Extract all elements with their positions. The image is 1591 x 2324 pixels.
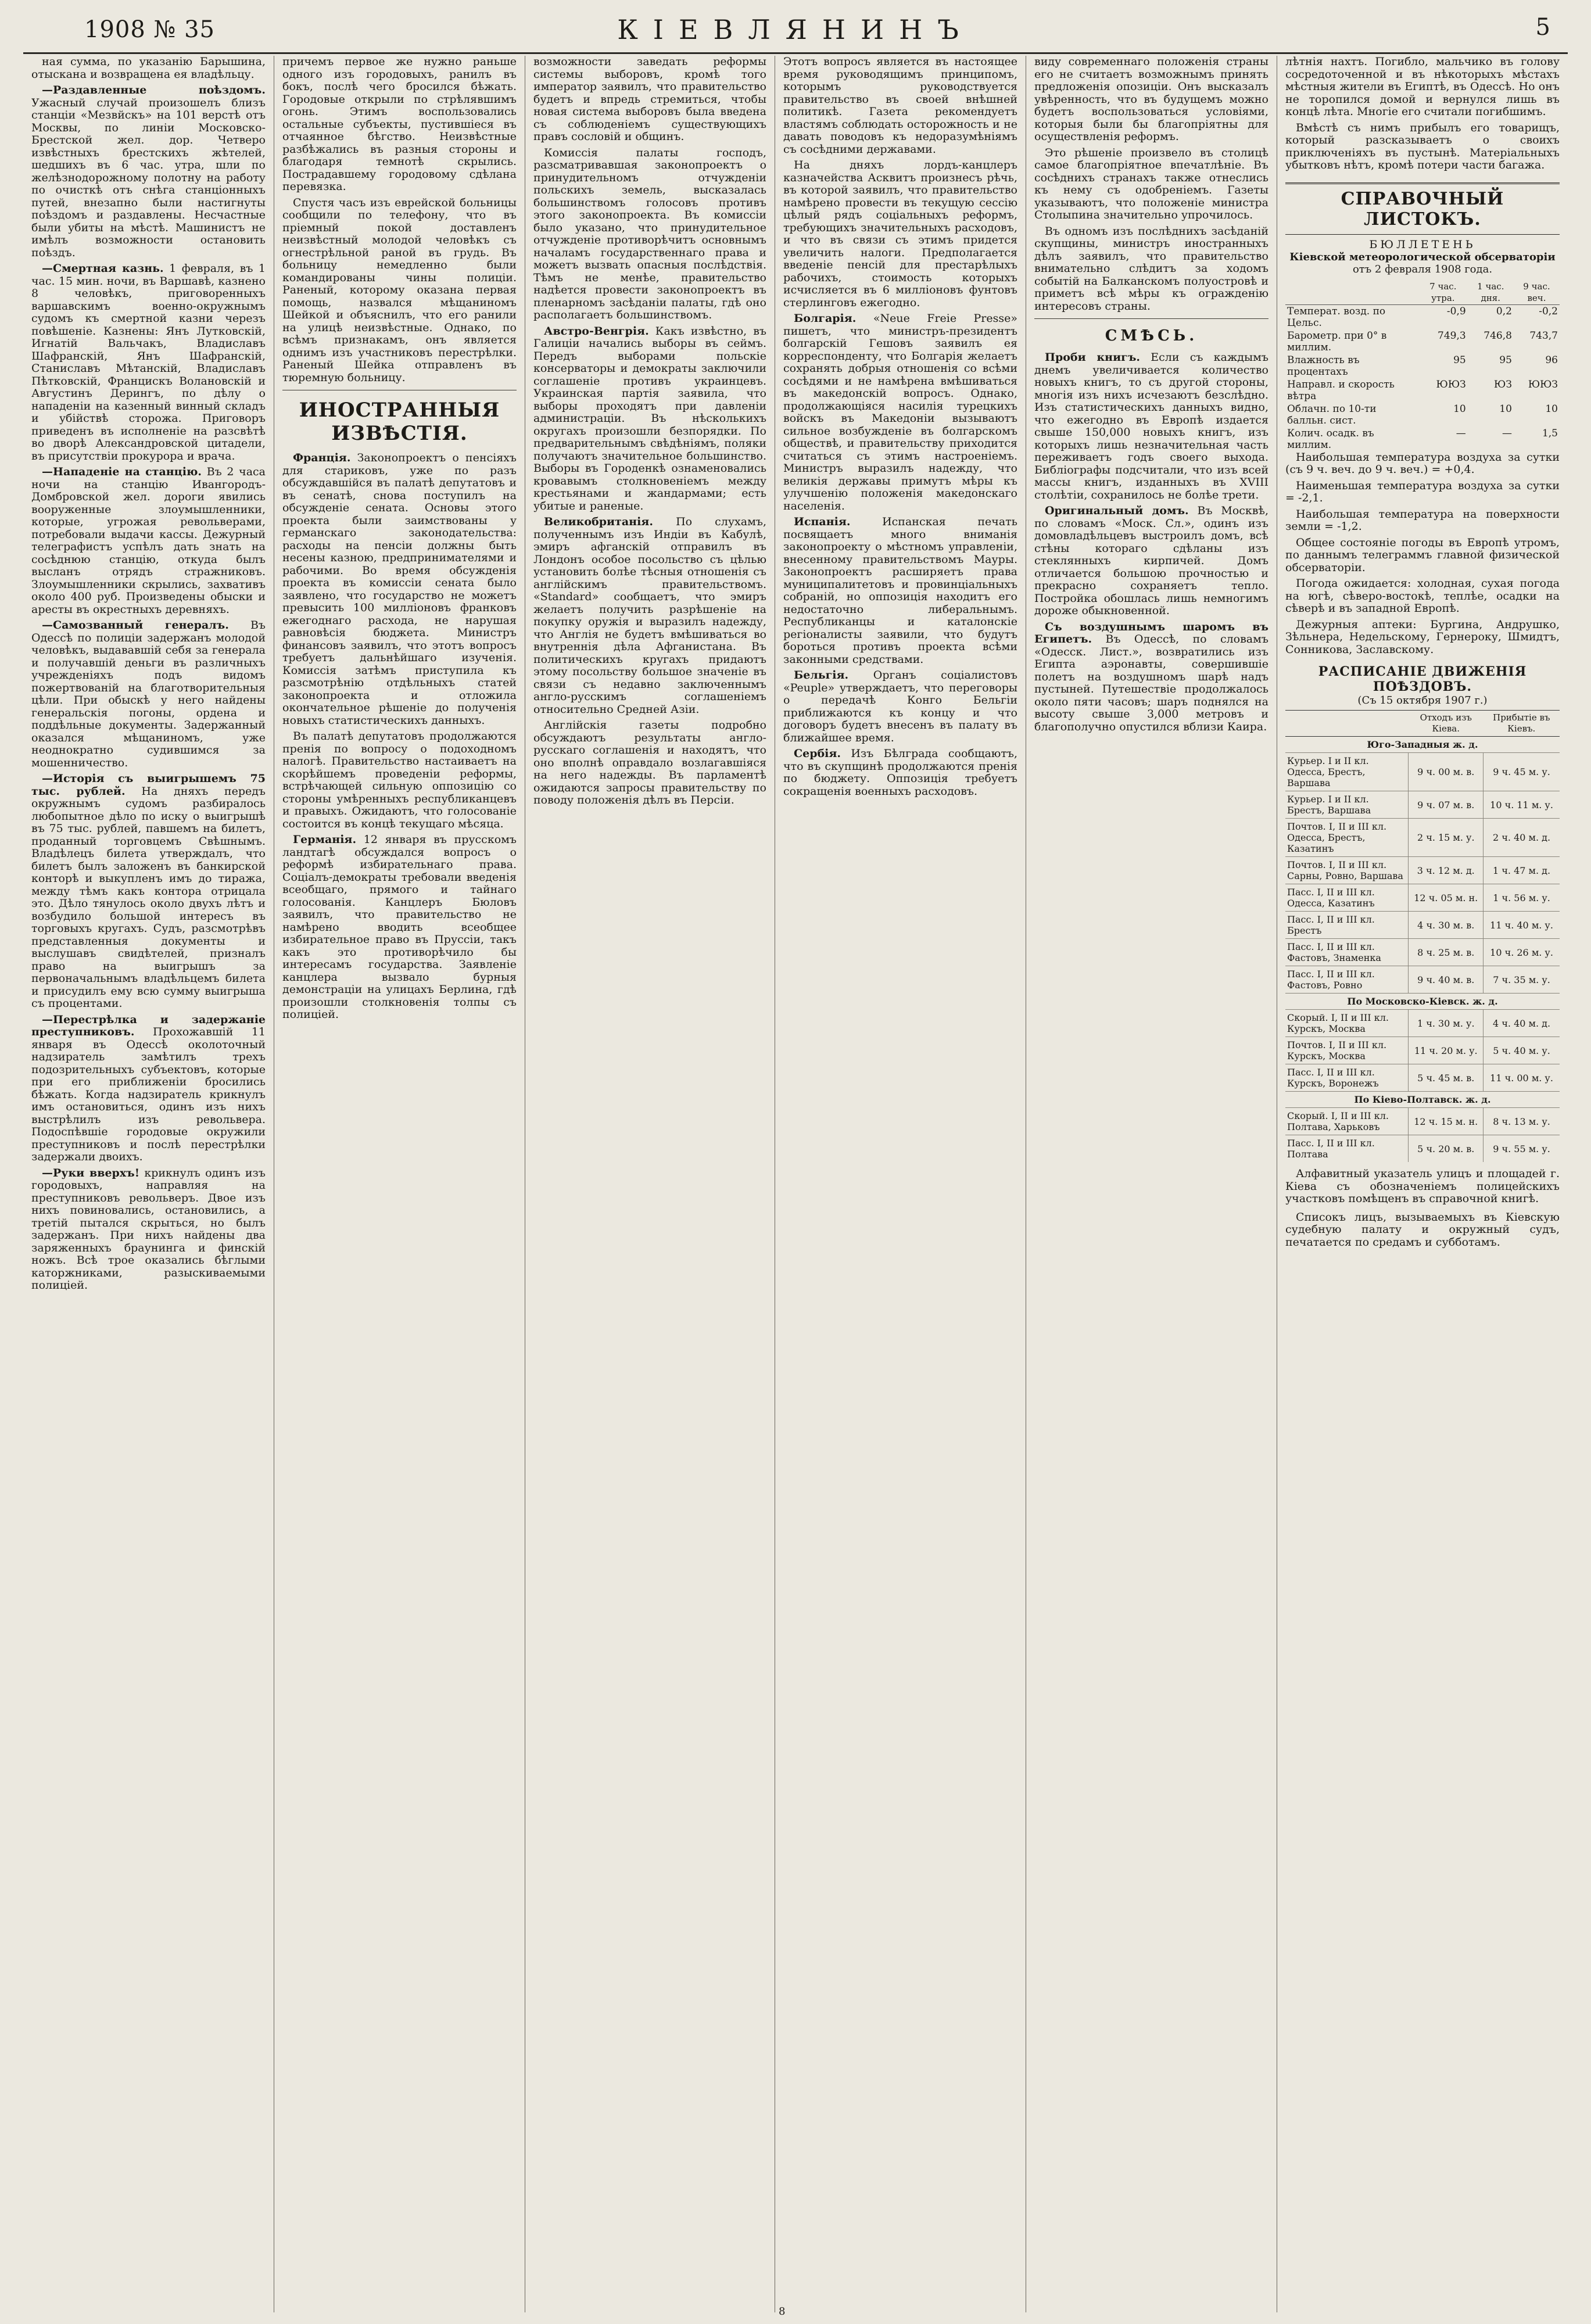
schedule-row [1285,1064,1560,1092]
article-text: Въ палатѣ депутатовъ продолжаются пренія по вопросу о подоходномъ налогѣ. Правительство настаиваетъ на скорѣйшемъ проведеніи реформы, встрѣчающей сильную оппозицію со стороны умѣренныхъ республиканцевъ и правыхъ. Ожидаютъ, что голосованіе состоится въ концѣ текущаго мѣсяца. [282,730,517,830]
arrival-time: 11 ч. 00 м. у. [1483,1064,1560,1092]
article-paragraph [282,197,517,385]
column-2 [274,56,525,2312]
article-text: лѣтнія нахтъ. Погибло, мальчико въ голову сосредоточенной и въ нѣкоторыхъ мѣстахъ мѣстныя жители въ Египтѣ, въ Одессѣ. Но онъ не торопился домой и вернулся лишь въ концѣ лѣта. Многіе его считали погибшимъ. [1285,56,1560,118]
arrival-time: 7 ч. 35 м. у. [1483,966,1560,994]
train-name: Курьер. I и II кл. Брестъ, Варшава [1285,791,1409,819]
arrival-time: 2 ч. 40 м. д. [1483,819,1560,857]
weather-notes [1285,451,1560,615]
article-paragraph [31,1167,266,1292]
article-lead: —Перестрѣлка и задержаніе преступниковъ. [31,1013,266,1038]
weather-header-cell [1285,280,1418,305]
article-paragraph [1034,505,1268,618]
article-lead: Болгарія. [794,312,857,325]
departure-time: 9 ч. 07 м. в. [1409,791,1483,819]
section-heading: СМѢСЬ. [1105,327,1198,345]
article-paragraph [1034,225,1268,313]
duty-pharmacies: Дежурныя аптеки: Бургина, Андрушко, Зѣльнера, Недельскому, Гернероку, Шмидтъ, Сонникова, Заславскому. [1285,618,1560,656]
article-paragraph [31,56,266,81]
arrival-time: 1 ч. 56 м. у. [1483,884,1560,912]
schedule-section-name: По Московско-Кіевск. ж. д. [1285,994,1560,1010]
section-heading: ИНОСТРАННЫЯ ИЗВѢСТІЯ. [299,399,500,445]
article-text: Испанская печать посвящаетъ много вниманія законопроекту о мѣстномъ управленіи, внесенному правительствомъ Мауры. Законопроектъ расширяетъ права муниципалитетовъ и провинціальныхъ собраній, но оппозиція находитъ его недостаточно либеральнымъ. Республиканцы и каталонскіе регіоналисты заявили, что будутъ бороться противъ проекта всѣми законными средствами. [783,515,1018,666]
weather-value: 10 [1545,403,1558,415]
train-name: Пасс. I, II и III кл. Полтава [1285,1135,1409,1163]
article-paragraph [1034,56,1268,144]
weather-row [1285,427,1560,451]
article-paragraph [31,84,266,259]
columns [23,56,1568,2312]
schedule-row [1285,912,1560,939]
train-name: Курьер. I и II кл. Одесса, Брестъ, Варшава [1285,753,1409,791]
weather-row [1285,304,1560,329]
departure-time: 12 ч. 05 м. н. [1409,884,1483,912]
schedule-header-cell: Отходъ изъ Кіева. [1409,711,1483,737]
weather-value: 10 [1453,403,1466,415]
schedule-row [1285,791,1560,819]
train-name: Скорый. I, II и III кл. Курскъ, Москва [1285,1010,1409,1037]
article-lead: Съ воздушнымъ шаромъ въ Египетъ. [1034,620,1268,645]
bulletin-label: БЮЛЛЕТЕНЬ [1369,238,1476,251]
weather-label: Облачн. по 10-ти балльн. сист. [1287,403,1377,426]
article-text: Спустя часъ изъ еврейской больницы сообщили по телефону, что въ пріемный покой доставленъ неизвѣстный молодой человѣкъ съ огнестрѣльной раной въ грудь. Въ больницу немедленно были командированы чины полиціи. Раненый, которому оказана первая помощь, назвался мѣщаниномъ Шейкой и объяснилъ, что его ранили на улицѣ неизвѣстные. Однако, по всѣмъ признакамъ, онъ является однимъ изъ участниковъ перестрѣлки. Раненый Шейка отправленъ въ тюремную больницу. [282,196,517,384]
article-text: На дняхъ передъ окружнымъ судомъ разбиралось любопытное дѣло по иску о выигрышѣ въ 75 тыс. рублей, павшемъ на билетъ, проданный торговцемъ Свѣшнымъ. Владѣлецъ билета утверждалъ, что билетъ былъ заложенъ въ банкирской конторѣ и выкупленъ имъ до тиража, между тѣмъ какъ контора отрицала это. Дѣло тянулось около двухъ лѣтъ и возбудило большой интересъ въ торговыхъ кругахъ. Судъ, разсмотрѣвъ представленныя документы и выслушавъ свидѣтелей, призналъ право на выигрышъ за первоначальнымъ владѣльцемъ билета и присудилъ ему всю сумму выигрыша съ процентами. [31,784,266,1010]
schedule-row [1285,1135,1560,1163]
train-schedule-table [1285,710,1560,1162]
article-lead: Австро-Венгрія. [544,324,649,338]
weather-value: -0,2 [1539,305,1558,317]
schedule-row [1285,1010,1560,1037]
column-1 [23,56,274,2312]
article-text: Въ одномъ изъ послѣднихъ засѣданій скупщины, министръ иностранныхъ дѣлъ заявилъ, что правительство внимательно слѣдитъ за ходомъ событій на Балканскомъ полуостровѣ и приметъ всѣ мѣры къ огражденію интересовъ страны. [1034,224,1268,313]
article-text: «Neue Freie Presse» пишетъ, что министръ-президентъ болгарскій Гешовъ заявилъ ея корреспонденту, что Болгарія желаетъ сохранять добрыя отношенія со всѣми сосѣдями и не намѣрена вмѣшиваться въ македонскій вопросъ. Однако, продолжающіяся насилія турецкихъ войскъ въ Македоніи вызываютъ сильное возбужденіе въ болгарскомъ обществѣ, и правительству приходится считаться съ этимъ настроеніемъ. Министръ выразилъ надежду, что великія державы примутъ мѣры къ улучшенію положенія македонскаго населенія. [783,312,1017,512]
article-paragraph [31,263,266,462]
article-paragraph [31,619,266,769]
weather-header-cell: 7 час. утра. [1418,280,1468,305]
train-name: Пасс. I, II и III кл. Брестъ [1285,912,1409,939]
arrival-time: 5 ч. 40 м. у. [1483,1037,1560,1064]
article-text: возможности заведать реформы системы выборовъ, кромѣ того император заявилъ, что правительство будетъ и впредь стремиться, чтобы новая система выборовъ была введена съ соблюденіемъ существующихъ правъ сословій и общинъ. [533,56,766,143]
article-text: ная сумма, по указанію Барышина, отыскана и возвращена ея владѣльцу. [31,56,266,81]
article-paragraph [533,147,766,322]
weather-label: Колич. осадк. въ миллим. [1287,427,1374,451]
train-name: Пасс. I, II и III кл. Фастовъ, Знаменка [1285,939,1409,966]
article-paragraph [783,56,1017,156]
article-lead: Испанія. [794,515,851,528]
article-lead: Проби книгъ. [1045,351,1141,364]
issue-date: 1908 № 35 [84,16,215,43]
weather-row [1285,378,1560,403]
article-paragraph [1034,621,1268,734]
weather-note: Общее состояніе погоды въ Европѣ утромъ, по даннымъ телеграммъ главной физической обсерваторіи. [1285,536,1560,574]
schedule-row [1285,819,1560,857]
weather-note: Наибольшая температура на поверхности земли = -1,2. [1285,507,1560,533]
weather-value: 95 [1453,354,1466,366]
weather-value: 10 [1499,403,1512,415]
weather-table [1285,280,1560,451]
article-text: Если съ каждымъ днемъ увеличивается количество новыхъ книгъ, то съ другой стороны, многія изъ нихъ исчезаютъ безслѣдно. Изъ статистическихъ данныхъ видно, что ежегодно въ Европѣ издается свыше 150,000 новыхъ книгъ, изъ которыхъ лишь незначительная часть переживаетъ годъ своего выхода. Библіографы подсчитали, что изъ всей массы книгъ, изданныхъ въ XVIII столѣтіи, сохранилось не болѣе трети. [1034,351,1268,501]
weather-value: 0,2 [1496,305,1512,317]
article-paragraph [783,159,1017,309]
article-text: По слухамъ, полученнымъ изъ Индіи въ Кабулѣ, эмиръ афганскій отправилъ въ Лондонъ особое посольство съ цѣлью установить болѣе тѣсныя отношенія съ англійскимъ правительствомъ. «Standard» сообщаетъ, что эмиръ желаетъ получить разрѣшеніе на покупку оружія и выразилъ надежду, что Англія не будетъ вмѣшиваться во внутреннія дѣла Афганистана. Въ политическихъ кругахъ придаютъ этому посольству большое значеніе въ связи съ недавно заключеннымъ англо-русскимъ соглашеніемъ относительно Средней Азіи. [533,515,767,716]
departure-time: 9 ч. 40 м. в. [1409,966,1483,994]
article-text: Ужасный случай произошелъ близъ станціи «Мезвйскъ» на 101 верстѣ отъ Москвы, по линіи Московско-Брестской жел. дор. Четверо извѣстныхъ брестскихъ жѣтелей, шедшихъ въ 6 час. утра, шли по желѣзнодорожному полотну на работу по очисткѣ отъ снѣга станціонныхъ путей, внезапно были настигнуты поѣздомъ и раздавлены. Несчастные были убиты на мѣстѣ. Машинистъ не имѣлъ возможности остановить поѣздъ. [31,96,266,259]
article-text: Изъ Бѣлграда сообщаютъ, что въ скупщинѣ продолжаются пренія по бюджету. Оппозиція требуетъ сокращенія военныхъ расходовъ. [783,747,1017,798]
schedule-section-name: По Кіево-Полтавск. ж. д. [1285,1092,1560,1108]
arrival-time: 10 ч. 11 м. у. [1483,791,1560,819]
schedule-header-cell: Прибытіе въ Кіевъ. [1483,711,1560,737]
article-lead: Бельгія. [794,669,849,682]
article-paragraph [533,516,766,716]
schedule-section-name: Юго-Западныя ж. д. [1285,737,1560,753]
departure-time: 8 ч. 25 м. в. [1409,939,1483,966]
article-lead: Великобританія. [544,515,653,528]
article-paragraph [533,56,766,144]
article-text: Какъ извѣстно, въ Галиціи начались выборы въ сеймъ. Передъ выборами польскіе консерваторы и демократы заключили соглашеніе противъ украинцевъ. Украинская партія заявила, что выборы проходятъ при давленіи администраціи. Въ нѣсколькихъ округахъ произошли безпорядки. По предварительнымъ свѣдѣніямъ, поляки получаютъ значительное большинство. Выборы въ Городенкѣ ознаменовались кровавымъ столкновеніемъ между крестьянами и жандармами; есть убитые и раненые. [533,324,766,512]
schedule-row [1285,753,1560,791]
weather-value: — [1502,427,1512,439]
article-paragraph [31,773,266,1010]
article-lead: —Самозванный генералъ. [42,619,229,632]
article-text: Англійскія газеты подробно обсуждаютъ результаты англо-русскаго соглашенія и находятъ, что оно вполнѣ оправдало возлагавшіяся на него надежды. Въ парламентѣ ожидаются запросы правительству по поводу положенія дѣлъ въ Персіи. [533,719,766,806]
article-paragraph [783,748,1017,798]
observatory-name: Кіевской метеорологической обсерваторіи [1289,250,1556,263]
article-text: На дняхъ лордъ-канцлеръ казначейства Асквитъ произнесъ рѣчь, въ которой заявилъ, что правительство намѣрено провести въ текущую сессію цѣлый рядъ соціальныхъ реформъ, требующихъ значительныхъ расходовъ, и что въ связи съ этимъ придется увеличить налоги. Предполагается введеніе пенсій для престарѣлыхъ рабочихъ, стоимость которыхъ исчисляется въ 6 милліоновъ фунтовъ стерлинговъ ежегодно. [783,159,1017,309]
departure-time: 1 ч. 30 м. у. [1409,1010,1483,1037]
article-lead: Германія. [293,833,357,846]
weather-note: Наибольшая температура воздуха за сутки (съ 9 ч. веч. до 9 ч. веч.) = +0,4. [1285,450,1560,476]
schedule-row [1285,1037,1560,1064]
article-lead: Оригинальный домъ. [1045,504,1189,517]
weather-value: 746,8 [1483,329,1512,342]
article-text: Органъ соціалистовъ «Peuple» утверждаетъ, что переговоры о передачѣ Конго Бельгіи приближаются къ концу и что договоръ будетъ внесенъ въ палату въ ближайшее время. [783,669,1017,744]
weather-label: Направл. и скорость вѣтра [1287,378,1395,402]
schedule-row [1285,1108,1560,1135]
section-rule [1034,318,1268,319]
reference-notes [1285,1168,1560,1249]
weather-row [1285,403,1560,427]
weather-label: Барометр. при 0° в миллим. [1287,329,1387,353]
departure-time: 5 ч. 20 м. в. [1409,1135,1483,1163]
arrival-time: 4 ч. 40 м. д. [1483,1010,1560,1037]
weather-value: -0,9 [1446,305,1466,317]
page-number: 5 [1535,14,1550,41]
article-paragraph [533,719,766,807]
schedule-row [1285,884,1560,912]
article-text: Вмѣстѣ съ нимъ прибылъ его товарищъ, который разсказываетъ о своихъ приключеніяхъ въ пустынѣ. Матеріальныхъ убытковъ нѣтъ, кромѣ потери части багажа. [1285,121,1560,171]
article-paragraph [1285,56,1560,119]
article-text: Прохожавшій 11 января въ Одессѣ околоточный надзиратель замѣтилъ трехъ подозрительныхъ субъектовъ, которые при его приближеніи бросились бѣжать. Когда надзиратель крикнулъ имъ остановиться, одинъ изъ нихъ выстрѣлилъ изъ револьвера. Подоспѣвшіе городовые окружили преступниковъ и послѣ перестрѣлки задержали двоихъ. [31,1025,266,1163]
article-text: крикнулъ одинъ изъ городовыхъ, направляя на преступниковъ револьверъ. Двое изъ нихъ повиновались, остановились, а третій пытался скрыться, но былъ задержанъ. При нихъ найдены два заряженныхъ браунинга и финскій ножъ. Всѣ трое оказались бѣглыми каторжниками, разыскиваемыми полиціей. [31,1166,266,1292]
schedule-section-row [1285,1092,1560,1108]
column-3 [525,56,775,2312]
departure-time: 2 ч. 15 м. у. [1409,819,1483,857]
article-paragraph [783,313,1017,512]
article-text: Этотъ вопросъ является въ настоящее время руководящимъ принципомъ, которымъ руководствуется правительство въ своей внѣшней политикѣ. Газета рекомендуетъ властямъ соблюдать осторожность и не давать поводовъ къ недоразумѣніямъ съ сосѣдними державами. [783,56,1017,156]
weather-value: 1,5 [1542,427,1558,439]
column-5 [1026,56,1277,2312]
article-text: 1 февраля, въ 1 час. 15 мин. ночи, въ Варшавѣ, казнено 8 человѣкъ, приговоренныхъ варшавскимъ военно-окружнымъ судомъ къ смертной казни черезъ повѣшеніе. Казнены: Янъ Лутковскій, Игнатій Вальчакъ, Владиславъ Шафранскій, Янъ Шафранскій, Станиславъ Мѣтанскій, Владиславъ Пѣтковскій, Францискъ Волановскій и Августинъ Дерингъ, по дѣлу о нападеніи на казенный винный складъ и убійствѣ сторожа. Приговоръ приведенъ въ исполненіе на разсвѣтѣ во дворѣ Александровской цитадели, въ присутствіи прокурора и врача. [31,262,266,462]
article-lead: Сербія. [794,747,841,760]
footer-mark: 8 [779,2305,786,2318]
weather-label: Температ. возд. по Цельс. [1287,305,1386,329]
arrival-time: 9 ч. 45 м. у. [1483,753,1560,791]
departure-time: 12 ч. 15 м. н. [1409,1108,1483,1135]
weather-value: ЮЮЗ [1436,378,1466,390]
schedule-title: РАСПИСАНІЕ ДВИЖЕНІЯ ПОѢЗДОВЪ. [1318,664,1527,694]
column-4 [775,56,1026,2312]
article-lead: —Раздавленные поѣздомъ. [42,84,266,96]
column-6-reference [1277,56,1568,2312]
article-text: Въ Одессѣ по полиціи задержанъ молодой человѣкъ, выдававшій себя за генерала и получавшій деньги въ различныхъ учрежденіяхъ подъ видомъ пожертвованій на благотворительныя цѣли. При обыскѣ у него найдены генеральскія погоны, ордена и поддѣльные документы. Задержанный оказался мѣщаниномъ, уже неоднократно судившимся за мошенничество. [31,619,266,769]
train-name: Почтов. I, II и III кл. Сарны, Ровно, Варшава [1285,857,1409,884]
weather-value: 96 [1545,354,1558,366]
arrival-time: 11 ч. 40 м. у. [1483,912,1560,939]
schedule-header-cell [1285,711,1409,737]
weather-row [1285,354,1560,378]
schedule-row [1285,857,1560,884]
schedule-section-row [1285,994,1560,1010]
train-name: Почтов. I, II и III кл. Одесса, Брестъ, Казатинъ [1285,819,1409,857]
departure-time: 5 ч. 45 м. в. [1409,1064,1483,1092]
train-name: Пасс. I, II и III кл. Курскъ, Воронежъ [1285,1064,1409,1092]
departure-time: 9 ч. 00 м. в. [1409,753,1483,791]
bulletin-date: отъ 2 февраля 1908 года. [1352,263,1493,275]
weather-note: Наименьшая температура воздуха за сутки = -2,1. [1285,479,1560,504]
article-paragraph [783,516,1017,666]
article-paragraph [533,325,766,513]
weather-header-cell: 1 час. дня. [1468,280,1514,305]
train-name: Скорый. I, II и III кл. Полтава, Харьковъ [1285,1108,1409,1135]
arrival-time: 10 ч. 26 м. у. [1483,939,1560,966]
article-text: Въ Москвѣ, по словамъ «Моск. Сл.», одинъ изъ домовладѣльцевъ выстроилъ домъ, всѣ стѣны котораго сдѣланы изъ стеклянныхъ кирпичей. Домъ отличается большою прочностью и прекрасно сохраняетъ тепло. Постройка обошлась лишь немногимъ дороже обыкновенной. [1034,504,1268,617]
article-text: Это рѣшеніе произвело въ столицѣ самое благопріятное впечатлѣніе. Въ сосѣднихъ странахъ также отнеслись къ нему съ одобреніемъ. Газеты указываютъ, что положеніе министра Столыпина значительно упрочилось. [1034,146,1268,221]
reference-title: СПРАВОЧНЫЙ ЛИСТОКЪ. [1285,182,1560,235]
weather-note: Погода ожидается: холодная, сухая погода на югѣ, сѣверо-востокѣ, теплѣе, осадки на сѣверѣ и въ западной Европѣ. [1285,577,1560,615]
article-text: Законопроектъ о пенсіяхъ для стариковъ, уже по разъ обсуждавшійся въ палатѣ депутатовъ и въ сенатѣ, снова поступилъ на обсужденіе сената. Основы этого проекта были заимствованы у германскаго законодательства: расходы на пенсіи должны быть несены казною, предпринимателями и рабочими. Во время обсужденія проекта въ комиссіи сената было заявлено, что государство не можетъ превысить 100 милліоновъ франковъ ежегоднаго расхода, не нарушая равновѣсія бюджета. Министръ финансовъ заявилъ, что этотъ вопросъ требуетъ дальнѣйшаго изученія. Комиссія затѣмъ приступила къ разсмотрѣнію отдѣльныхъ статей законопроекта и отложила окончательное рѣшеніе до полученія новыхъ статистическихъ данныхъ. [282,451,517,727]
weather-value: 749,3 [1438,329,1466,342]
article-paragraph [282,452,517,727]
departure-time: 11 ч. 20 м. у. [1409,1037,1483,1064]
arrival-time: 8 ч. 13 м. у. [1483,1108,1560,1135]
arrival-time: 9 ч. 55 м. у. [1483,1135,1560,1163]
article-paragraph [783,669,1017,744]
article-paragraph [31,466,266,616]
train-name: Пасс. I, II и III кл. Фастовъ, Ровно [1285,966,1409,994]
weather-header-row [1285,280,1560,305]
weather-row [1285,329,1560,354]
article-paragraph [1034,352,1268,501]
article-text: 12 января въ прусскомъ ландтагѣ обсуждался вопросъ о реформѣ избирательнаго права. Соціалъ-демократы требовали введенія всеобщаго, прямого и тайнаго голосованія. Канцлеръ Бюловъ заявилъ, что правительство не намѣрено вводить всеобщее избирательное право въ Пруссіи, такъ какъ это противорѣчило бы интересамъ государства. Заявленіе канцлера вызвало бурныя демонстраціи на улицахъ Берлина, гдѣ произошли столкновенія толпы съ полиціей. [282,833,517,1021]
article-paragraph [282,56,517,193]
article-text: Въ Одессѣ, по словамъ «Одесск. Лист.», возвратились изъ Египта аэронавты, совершившіе полетъ на воздушномъ шарѣ надъ пустыней. Путешествіе продолжалось около пяти часовъ; шаръ поднялся на высоту свыше 3,000 метровъ и благополучно опустился вблизи Каира. [1034,633,1268,733]
reference-note: Алфавитный указатель улицъ и площадей г. Кіева съ обозначеніемъ полицейскихъ участковъ помѣщенъ въ справочной книгѣ. [1285,1167,1560,1205]
article-text: причемъ первое же нужно раньше одного изъ городовыхъ, ранилъ въ бокъ, послѣ чего бросился бѣжать. Городовые открыли по стрѣлявшимъ огонь. Этимъ воспользовались остальные субъекты, пустившіеся въ отчаянное бѣгство. Неизвѣстные разбѣжались въ разныя стороны и благодаря темнотѣ скрылись. Пострадавшему городовому сдѣлана перевязка. [282,56,517,193]
article-paragraph [31,1014,266,1164]
schedule-subtitle: (Съ 15 октября 1907 г.) [1357,694,1488,706]
article-lead: —Смертная казнь. [42,262,164,275]
reference-note: Списокъ лицъ, вызываемыхъ въ Кіевскую судебную палату и окружный судъ, печатается по средамъ и субботамъ. [1285,1210,1560,1249]
newspaper-title: КІЕВЛЯНИНЪ [617,14,974,45]
schedule-row [1285,966,1560,994]
article-paragraph [282,834,517,1021]
article-lead: Франція. [293,451,351,464]
article-lead: —Нападеніе на станцію. [42,465,202,478]
departure-time: 3 ч. 12 м. д. [1409,857,1483,884]
article-text: виду современнаго положенія страны его не считаетъ возможнымъ принять предложенія опозиціи. Онъ высказалъ увѣренность, что въ будущемъ можно будетъ воспользоваться условіями, которыя были бы благопріятны для осуществленія реформъ. [1034,56,1268,143]
weather-value: ЮЗ [1494,378,1512,390]
column-6-text [1285,56,1560,172]
departure-time: 4 ч. 30 м. в. [1409,912,1483,939]
article-lead: —Руки вверхъ! [42,1166,140,1179]
weather-value: — [1456,427,1466,439]
weather-value: 95 [1499,354,1512,366]
article-text: Въ 2 часа ночи на станцію Ивангородъ-Домбровской жел. дороги явились вооруженные злоумышленники, которые, угрожая револьверами, потребовали выдачи кассы. Дежурный телеграфистъ успѣлъ дать знать на сосѣднюю станцію, откуда былъ высланъ отрядъ стражниковъ. Злоумышленники скрылись, захвативъ около 400 руб. Произведены обыски и аресты въ окрестныхъ деревняхъ. [31,465,266,616]
article-paragraph [282,730,517,830]
weather-label: Влажность въ процентахъ [1287,354,1360,378]
article-lead: —Исторія съ выигрышемъ 75 тыс. рублей. [31,772,266,798]
schedule-header-row [1285,711,1560,737]
article-paragraph [1034,147,1268,222]
weather-header-cell: 9 час. веч. [1514,280,1560,305]
arrival-time: 1 ч. 47 м. д. [1483,857,1560,884]
masthead [23,12,1568,54]
article-text: Комиссія палаты господъ, разсматривавшая законопроектъ о принудительномъ отчужденіи польскихъ земель, высказалась большинствомъ голосовъ противъ этого законопроекта. Въ комиссіи было указано, что принудительное отчужденіе противорѣчитъ основнымъ началамъ государственнаго права и можетъ вызвать опасныя послѣдствія. Тѣмъ не менѣе, правительство надѣется провести законопроектъ въ пленарномъ засѣданіи палаты, гдѣ оно располагаетъ большинствомъ. [533,146,766,321]
train-name: Почтов. I, II и III кл. Курскъ, Москва [1285,1037,1409,1064]
weather-value: 743,7 [1529,329,1558,342]
schedule-section-row [1285,737,1560,753]
weather-value: ЮЮЗ [1528,378,1558,390]
schedule-row [1285,939,1560,966]
article-paragraph [1285,122,1560,172]
train-name: Пасс. I, II и III кл. Одесса, Казатинъ [1285,884,1409,912]
